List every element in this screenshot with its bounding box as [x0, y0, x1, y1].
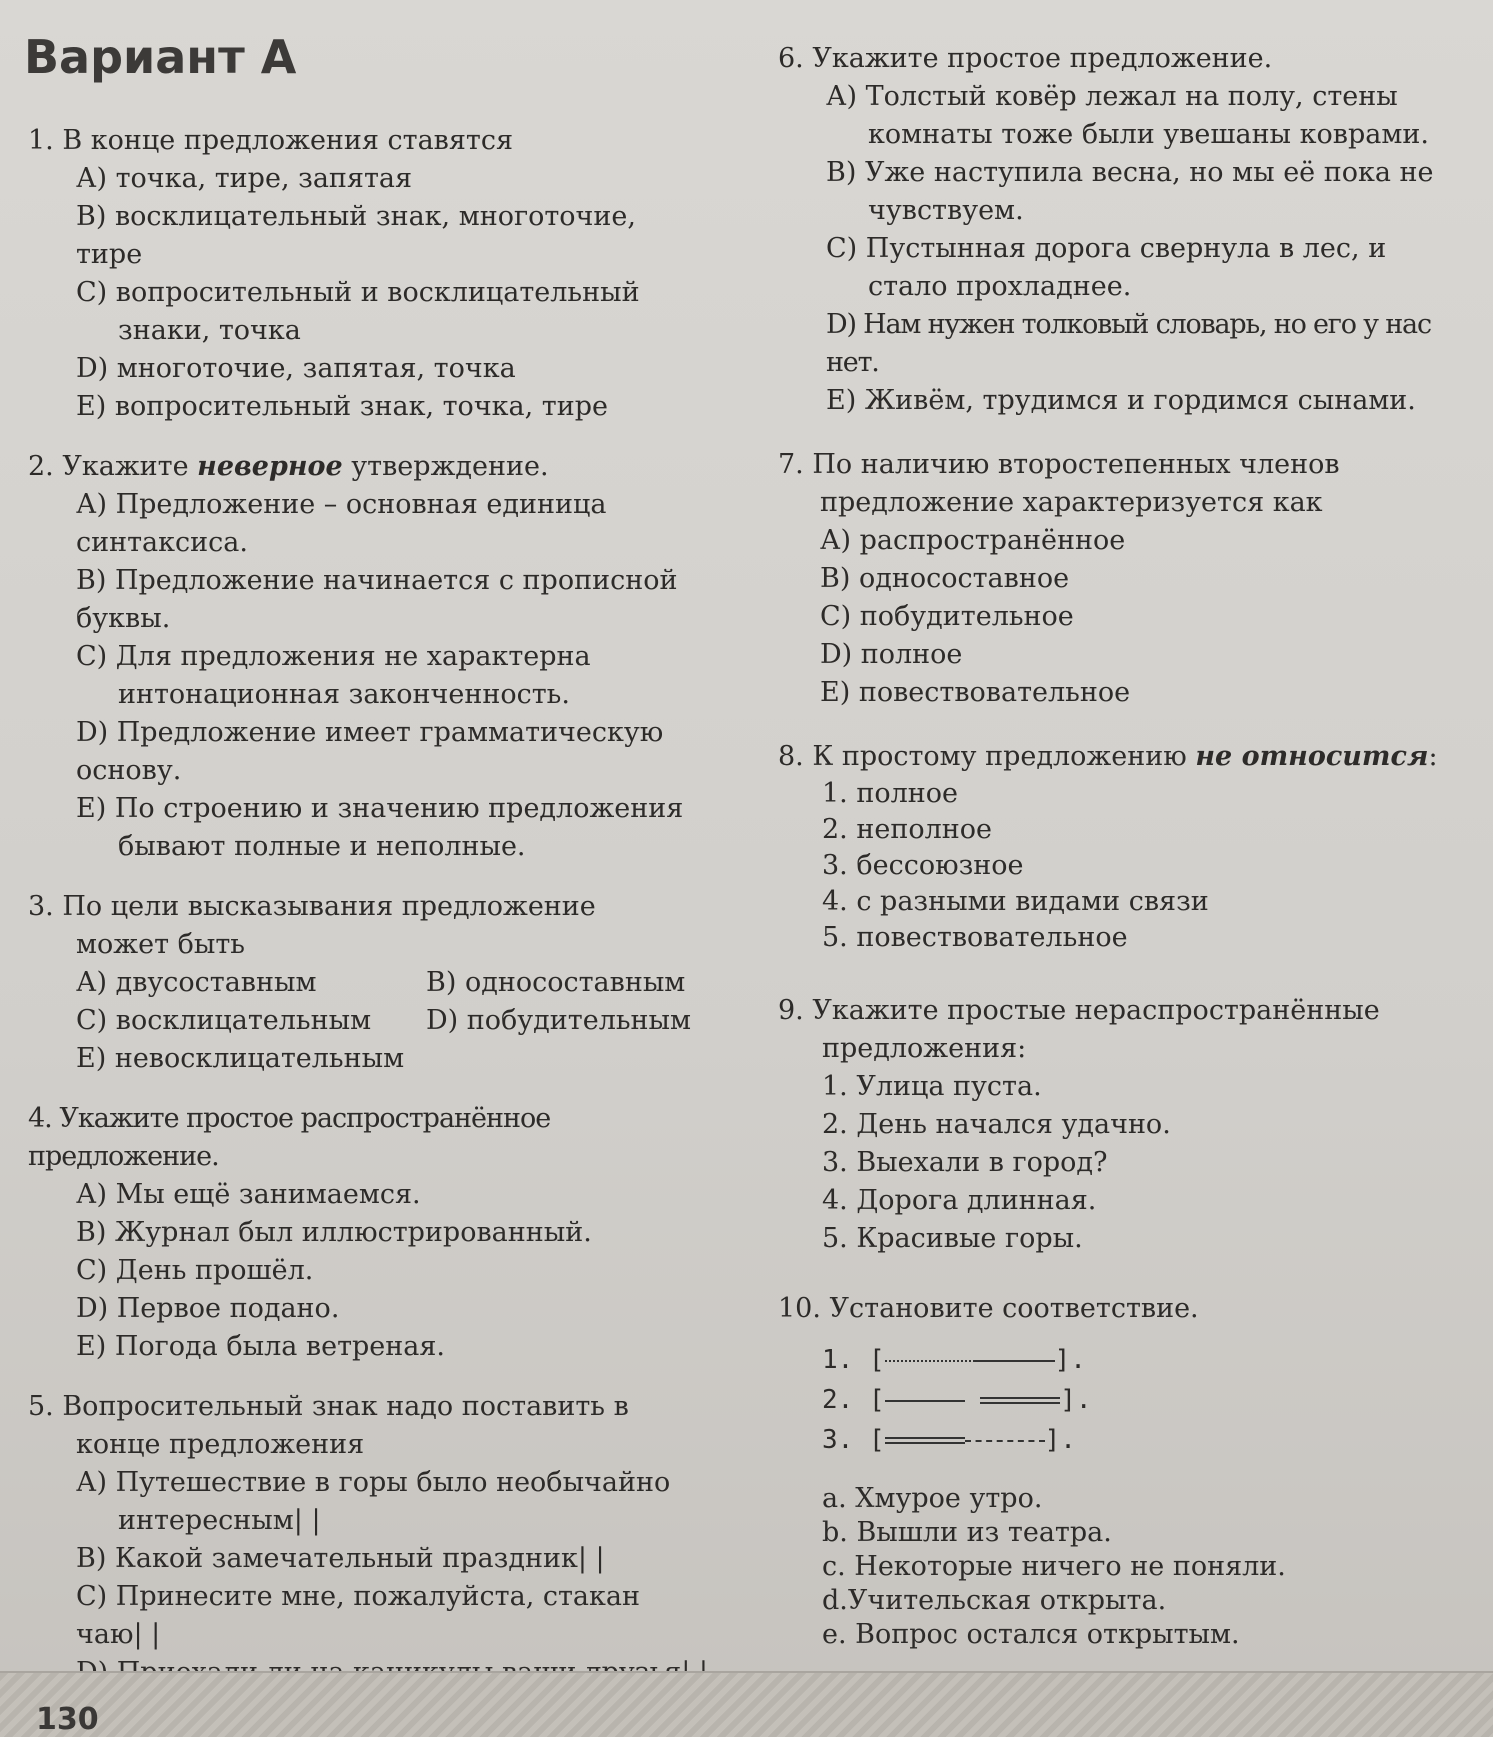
question-7-text — [778, 446, 1468, 522]
q7-option-d: D) полное — [820, 639, 963, 670]
q5-head-line1: 5. Вопросительный знак надо поставить в — [28, 1391, 629, 1422]
q6-option-c — [778, 230, 1468, 306]
predicate-underline-double — [885, 1437, 965, 1444]
q8-head-pre: 8. К простому предложению — [778, 741, 1196, 772]
q1-option-a: А) точка, тире, запятая — [76, 163, 413, 194]
q6-option-a-line2: комнаты тоже были увешаны коврами. — [868, 119, 1429, 150]
question-8 — [778, 738, 1468, 956]
q10-scheme-1-close: ]. — [1054, 1345, 1086, 1375]
subject-underline-single — [975, 1360, 1055, 1362]
q7-option-b: В) односоставное — [820, 563, 1070, 594]
question-8-text — [778, 738, 1468, 776]
question-9 — [778, 992, 1468, 1258]
predicate-underline-wavy — [885, 1360, 975, 1362]
q8-items — [778, 776, 1468, 956]
q10-schemes — [778, 1340, 1468, 1460]
page-bottom-edge — [0, 1671, 1493, 1737]
right-column — [778, 40, 1468, 1652]
question-9-text — [778, 992, 1468, 1068]
q6-option-e: Е) Живём, трудимся и гордимся сынами. — [826, 385, 1416, 416]
q9-head-line1: 9. Укажите простые нераспространённые — [778, 995, 1380, 1026]
q10-scheme-1 — [822, 1340, 1468, 1380]
question-2-text — [28, 448, 708, 486]
q9-head-line2: предложения: — [822, 1033, 1027, 1064]
q6-option-b-line2: чувствуем. — [868, 195, 1024, 226]
q7-option-c: С) побудительное — [820, 601, 1074, 632]
question-1 — [28, 122, 708, 426]
q2-option-e-line1: Е) По строению и значению предложения — [76, 793, 684, 824]
q10-answer-e: е. Вопрос остался открытым. — [822, 1619, 1240, 1650]
question-6-text: 6. Укажите простое предложение. — [778, 43, 1273, 74]
q9-item-5: 5. Красивые горы. — [822, 1223, 1083, 1254]
question-10 — [778, 1290, 1468, 1652]
left-column — [28, 122, 708, 1730]
q1-option-c-line1: С) вопросительный и восклицательный — [76, 277, 640, 308]
q4-option-d: D) Первое подано. — [76, 1293, 340, 1324]
q10-scheme-1-num: 1. [ — [822, 1345, 885, 1375]
q8-item-3: 3. бессоюзное — [822, 850, 1024, 881]
question-5-text — [28, 1388, 708, 1464]
q1-option-c-line2: знаки, точка — [118, 315, 301, 346]
q3-option-a: А) двусоставным — [76, 967, 317, 998]
question-2 — [28, 448, 708, 866]
q6-option-a-line1: А) Толстый ковёр лежал на полу, стены — [826, 81, 1398, 112]
q3-option-d: D) побудительным — [426, 1005, 692, 1036]
question-3-text — [28, 888, 708, 964]
object-underline-dashed — [965, 1440, 1045, 1442]
q9-item-4: 4. Дорога длинная. — [822, 1185, 1097, 1216]
q3-head-line2: может быть — [76, 929, 245, 960]
q9-item-2: 2. День начался удачно. — [822, 1109, 1171, 1140]
q6-option-c-line1: С) Пустынная дорога свернула в лес, и — [826, 233, 1387, 264]
q2-option-b: В) Предложение начинается с прописной буквы. — [76, 565, 678, 634]
q9-item-1: 1. Улица пуста. — [822, 1071, 1042, 1102]
q10-scheme-3-close: ]. — [1044, 1425, 1076, 1455]
q7-head-line2: предложение характеризуется как — [820, 487, 1323, 518]
q6-option-c-line2: стало прохладнее. — [868, 271, 1132, 302]
q10-answer-b: b. Вышли из театра. — [822, 1517, 1112, 1548]
q8-item-2: 2. неполное — [822, 814, 992, 845]
q4-option-b: В) Журнал был иллюстрированный. — [76, 1217, 592, 1248]
q5-option-c: С) Принесите мне, пожалуйста, стакан чаю| | — [76, 1581, 640, 1650]
q9-item-3: 3. Выехали в город? — [822, 1147, 1108, 1178]
q10-answers — [778, 1482, 1468, 1652]
q3-head-line1: 3. По цели высказывания предложение — [28, 891, 596, 922]
q1-option-b: В) восклицательный знак, многоточие, тире — [76, 201, 636, 270]
q4-option-e: Е) Погода была ветреная. — [76, 1331, 445, 1362]
q9-items — [778, 1068, 1468, 1258]
q1-option-c — [28, 274, 708, 350]
q2-head-pre: 2. Укажите — [28, 451, 198, 482]
page-number: 130 — [36, 1702, 99, 1737]
subject-underline-single — [885, 1400, 965, 1402]
q7-head-line1: 7. По наличию второстепенных членов — [778, 449, 1340, 480]
q10-scheme-3-num: 3. [ — [822, 1425, 885, 1455]
predicate-underline-double — [980, 1397, 1060, 1404]
q4-option-c: С) День прошёл. — [76, 1255, 314, 1286]
q3-options — [28, 964, 708, 1078]
q2-option-a: А) Предложение – основная единица синтаксиса. — [76, 489, 607, 558]
q3-option-c: С) восклицательным — [76, 1005, 372, 1036]
q2-option-c — [28, 638, 708, 714]
q6-option-d: D) Нам нужен толковый словарь, но его у нас нет. — [826, 309, 1431, 378]
q7-option-a: А) распространённое — [820, 525, 1126, 556]
q3-option-b: В) односоставным — [426, 967, 686, 998]
q5-option-a-line1: А) Путешествие в горы было необычайно — [76, 1467, 671, 1498]
q8-item-1: 1. полное — [822, 778, 958, 809]
q8-head-post: : — [1428, 741, 1438, 772]
q6-option-b-line1: В) Уже наступила весна, но мы её пока не — [826, 157, 1434, 188]
question-7 — [778, 446, 1468, 712]
q5-option-a-line2: интересным| | — [118, 1505, 321, 1536]
q4-option-a: А) Мы ещё занимаемся. — [76, 1179, 421, 1210]
q10-scheme-2 — [822, 1380, 1468, 1420]
question-4-text: 4. Укажите простое распространённое предложение. — [28, 1103, 551, 1172]
q8-item-4: 4. с разными видами связи — [822, 886, 1209, 917]
q2-option-e — [28, 790, 708, 866]
q7-option-e: Е) повествовательное — [820, 677, 1131, 708]
question-1-text: 1. В конце предложения ставятся — [28, 125, 514, 156]
q2-keyword: неверное — [197, 451, 343, 482]
q10-scheme-2-close: ]. — [1060, 1385, 1092, 1415]
q2-head-post: утверждение. — [342, 451, 549, 482]
q2-option-c-line2: интонационная законченность. — [118, 679, 570, 710]
q2-option-e-line2: бывают полные и неполные. — [118, 831, 526, 862]
q2-option-d: D) Предложение имеет грамматическую основу. — [76, 717, 664, 786]
q5-option-a — [28, 1464, 708, 1540]
q10-answer-a: а. Хмурое утро. — [822, 1483, 1043, 1514]
q8-item-5: 5. повествовательное — [822, 922, 1128, 953]
q8-keyword: не относится — [1195, 741, 1429, 772]
q6-option-a — [778, 78, 1468, 154]
q5-head-line2: конце предложения — [76, 1429, 365, 1460]
question-6 — [778, 40, 1468, 420]
q3-option-e: Е) невосклицательным — [76, 1043, 405, 1074]
q5-option-b: В) Какой замечательный праздник| | — [76, 1543, 605, 1574]
question-10-text: 10. Установите соответствие. — [778, 1293, 1199, 1324]
q10-scheme-3 — [822, 1420, 1468, 1460]
q6-option-b — [778, 154, 1468, 230]
q10-answer-d: d.Учительская открыта. — [822, 1585, 1167, 1616]
q10-answer-c: с. Некоторые ничего не поняли. — [822, 1551, 1286, 1582]
page-title: Вариант А — [24, 30, 297, 84]
question-3 — [28, 888, 708, 1078]
q1-option-d: D) многоточие, запятая, точка — [76, 353, 516, 384]
q1-option-e: Е) вопросительный знак, точка, тире — [76, 391, 608, 422]
question-4 — [28, 1100, 708, 1366]
q2-option-c-line1: С) Для предложения не характерна — [76, 641, 591, 672]
q10-scheme-2-num: 2. [ — [822, 1385, 885, 1415]
